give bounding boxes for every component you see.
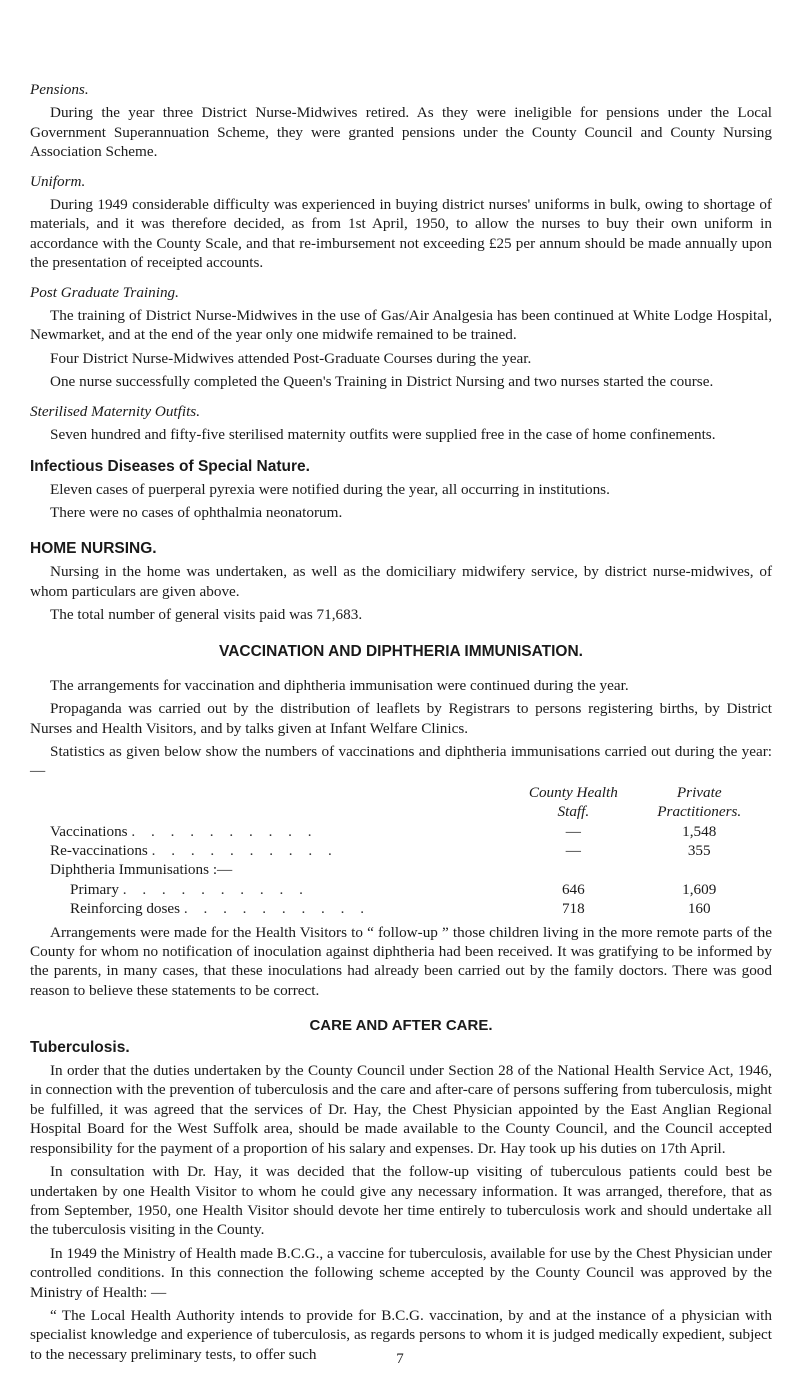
row-county-value: — bbox=[565, 842, 581, 859]
home-nursing-paragraph-1: Nursing in the home was undertaken, as well as the domiciliary midwifery service, by district nurse-midwives, of whom particulars are given above. bbox=[30, 563, 772, 600]
row-county-value bbox=[518, 860, 628, 879]
infectious-heading: Infectious Diseases of Special Nature. bbox=[30, 457, 310, 475]
col-private-header-2: Practitioners. bbox=[657, 803, 742, 821]
care-paragraph-1: In order that the duties undertaken by the County Council under Section 28 of the National Health Service Act, 1946, in connection with the prevention of tuberculosis and the care and after-care of persons suffering from tuberculosis, might be fulfilled, it was agreed that the services of Dr. Hay, the Chest Physician appointed by the East Anglian Regional Hospital Board for the West Suffolk area, should be made available to the County Council, and the Council accepted responsibility for the payment of a proportion of his salary and expenses. Dr. Hay took up his duties on 17th April. bbox=[30, 1062, 772, 1157]
document-body bbox=[30, 80, 772, 1364]
pensions-paragraph: During the year three District Nurse-Midwives retired. As they were ineligible for pensions under the Local Government Superannuation Scheme, they were granted pensions under the County Council and County Nursing Association Scheme. bbox=[30, 104, 772, 161]
row-label: Primary bbox=[70, 880, 119, 898]
table-header-row bbox=[30, 802, 770, 821]
care-paragraph-2: In consultation with Dr. Hay, it was decided that the follow-up visiting of tuberculous patients could best be undertaken by one Health Visitor to whom he could give any necessary information. It was arranged, therefore, that as from September, 1950, one Health Visitor should devote her time entirely to tuberculosis work and should undertake all the tuberculosis visiting in the County. bbox=[30, 1163, 772, 1239]
page-number: 7 bbox=[396, 1351, 404, 1367]
row-private-value: 1,548 bbox=[682, 822, 717, 840]
post-graduate-heading: Post Graduate Training. bbox=[30, 283, 179, 301]
row-county-value: 718 bbox=[561, 900, 585, 918]
uniform-heading: Uniform. bbox=[30, 172, 86, 190]
home-nursing-heading: HOME NURSING. bbox=[30, 539, 157, 557]
row-label: Reinforcing doses bbox=[70, 900, 181, 918]
vaccination-heading: VACCINATION AND DIPHTHERIA IMMUNISATION. bbox=[219, 643, 583, 661]
row-county-value: — bbox=[565, 822, 581, 840]
care-paragraph-3: In 1949 the Ministry of Health made B.C.G., a vaccine for tuberculosis, available for use by the Chest Physician under controlled conditions. In this connection the following scheme accepted by the County Council was approved by the Ministry of Health: — bbox=[30, 1244, 772, 1301]
dot-leader: . . . . . . . . . . bbox=[151, 842, 338, 859]
sterilised-paragraph: Seven hundred and fifty-five sterilised maternity outfits were supplied free in the case of home confinements. bbox=[50, 426, 716, 444]
tuberculosis-heading: Tuberculosis. bbox=[30, 1038, 130, 1056]
pensions-heading: Pensions. bbox=[30, 81, 89, 98]
row-label: Diphtheria Immunisations :— bbox=[50, 861, 233, 879]
dot-leader: . . . . . . . . . . bbox=[131, 822, 318, 840]
table-row bbox=[30, 822, 770, 841]
row-private-value: 355 bbox=[687, 842, 711, 859]
row-label: Re-vaccinations bbox=[50, 842, 148, 859]
row-private-value: 160 bbox=[687, 900, 711, 918]
home-nursing-paragraph-2: The total number of general visits paid was 71,683. bbox=[50, 605, 363, 623]
dot-leader: . . . . . . . . . . bbox=[122, 880, 309, 898]
row-label: Vaccinations bbox=[50, 822, 128, 840]
col-county-health-header: County Health bbox=[528, 783, 618, 801]
post-graduate-paragraph-3: One nurse successfully completed the Queen's Training in District Nursing and two nurses started the course. bbox=[50, 373, 714, 391]
table-row bbox=[30, 860, 770, 879]
row-county-value: 646 bbox=[561, 880, 585, 898]
infectious-paragraph-1: Eleven cases of puerperal pyrexia were notified during the year, all occurring in institutions. bbox=[50, 480, 610, 498]
post-graduate-paragraph-1: The training of District Nurse-Midwives in the use of Gas/Air Analgesia has been continued at White Lodge Hospital, Newmarket, and at the end of the year only one midwife remained to be trained. bbox=[30, 307, 772, 344]
post-graduate-paragraph-2: Four District Nurse-Midwives attended Post-Graduate Courses during the year. bbox=[50, 349, 532, 367]
vaccination-paragraph-3: Statistics as given below show the numbers of vaccinations and diphtheria immunisations carried out during the year: — bbox=[30, 742, 772, 780]
table-row bbox=[30, 899, 770, 918]
sterilised-heading: Sterilised Maternity Outfits. bbox=[30, 402, 200, 420]
uniform-paragraph: During 1949 considerable difficulty was experienced in buying district nurses' uniforms in bulk, owing to shortage of materials, and it was therefore decided, as from 1st April, 1950, to allow the nurses to buy their own uniform in accordance with the County Scale, and that re-imbursement not exceeding £25 per annum should be made annually upon the presentation of receipted accounts. bbox=[30, 196, 772, 272]
vaccination-paragraph-1: The arrangements for vaccination and diphtheria immunisation were continued during the year. bbox=[50, 676, 629, 694]
care-heading: CARE AND AFTER CARE. bbox=[309, 1017, 493, 1035]
infectious-paragraph-2: There were no cases of ophthalmia neonatorum. bbox=[50, 504, 343, 522]
table-row bbox=[30, 841, 770, 860]
vaccination-stats-table bbox=[30, 783, 770, 919]
vaccination-paragraph-2: Propaganda was carried out by the distribution of leaflets by Registrars to persons registering births, by District Nurses and Health Visitors, and by talks given at Infant Welfare Clinics. bbox=[30, 700, 772, 737]
vaccination-paragraph-4: Arrangements were made for the Health Visitors to “ follow-up ” those children living in the more remote parts of the County for whom no notification of inoculation against diphtheria had been received. It was gratifying to be informed by the parents, in many cases, that these inoculations had already been carried out by the family doctors. There was good reason to believe these statements to be correct. bbox=[30, 923, 772, 999]
col-private-header: Private bbox=[676, 783, 722, 801]
table-row bbox=[30, 880, 770, 899]
col-county-health-header-2: Staff. bbox=[557, 803, 590, 821]
table-header-row bbox=[30, 783, 770, 802]
dot-leader: . . . . . . . . . . bbox=[183, 900, 371, 918]
row-private-value: 1,609 bbox=[682, 880, 717, 898]
care-paragraph-4: “ The Local Health Authority intends to provide for B.C.G. vaccination, by and at the instance of a physician with specialist knowledge and experience of tuberculosis, as regards persons to whom it is judged medically expedient, subject to the necessary preliminary tests, to offer such bbox=[30, 1306, 772, 1363]
row-private-value bbox=[628, 860, 770, 879]
